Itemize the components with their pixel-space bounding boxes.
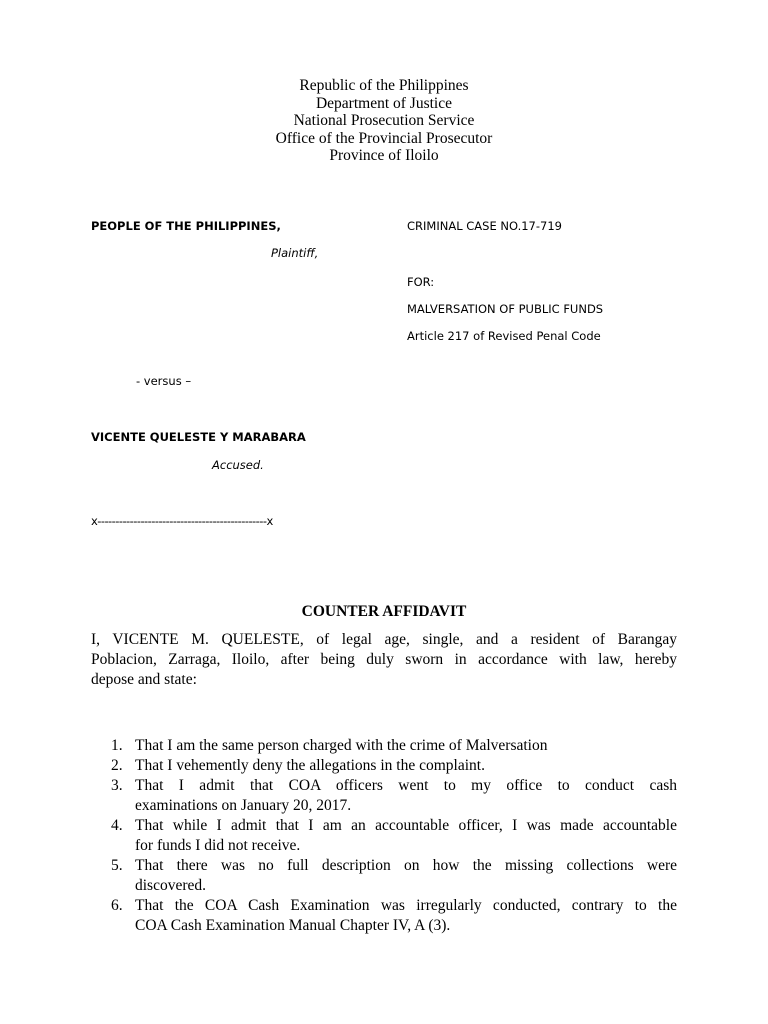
offense: MALVERSATION OF PUBLIC FUNDS — [407, 302, 604, 316]
list-number: 2. — [111, 757, 123, 774]
plaintiff-role: Plaintiff, — [271, 246, 319, 260]
document-header — [0, 77, 768, 165]
list-text: examinations on January 20, 2017. — [135, 797, 352, 814]
header-republic: Republic of the Philippines — [299, 77, 469, 94]
list-text: That the COA Cash Examination was irregularly conducted, contrary to the — [135, 897, 677, 914]
list-number: 3. — [111, 777, 123, 794]
list-text: COA Cash Examination Manual Chapter IV, A (3). — [135, 917, 451, 934]
list-number: 5. — [111, 857, 123, 874]
intro-line: depose and state: — [91, 671, 197, 688]
list-text: discovered. — [135, 877, 207, 894]
list-item — [91, 756, 677, 776]
header-department: Department of Justice — [315, 94, 452, 112]
statement-list — [91, 736, 677, 936]
for-label: FOR: — [407, 275, 435, 289]
list-text: That I vehemently deny the allegations in the complaint. — [135, 757, 485, 774]
list-number: 1. — [111, 737, 123, 754]
header-service: National Prosecution Service — [293, 112, 475, 130]
list-text: for funds I did not receive. — [135, 837, 301, 854]
list-item — [91, 856, 677, 896]
accused-name: VICENTE QUELESTE Y MARABARA — [91, 430, 306, 444]
list-text: That I am the same person charged with the crime of Malversation — [135, 737, 548, 754]
article: Article 217 of Revised Penal Code — [407, 329, 601, 343]
header-office: Office of the Provincial Prosecutor — [275, 129, 493, 147]
caption-separator: x-----------------------------------------------x — [91, 514, 273, 528]
plaintiff-name: PEOPLE OF THE PHILIPPINES, — [91, 219, 281, 233]
list-number: 4. — [111, 817, 123, 834]
list-item — [91, 896, 677, 936]
intro-line: I, VICENTE M. QUELESTE, of legal age, single, and a resident of Barangay — [91, 631, 677, 648]
accused-role: Accused. — [212, 458, 264, 472]
list-item — [91, 816, 677, 856]
intro-paragraph — [91, 630, 677, 690]
intro-line: Poblacion, Zarraga, Iloilo, after being duly sworn in accordance with law, hereby — [91, 651, 677, 668]
list-text: That I admit that COA officers went to my office to conduct cash — [135, 777, 677, 794]
document-title: COUNTER AFFIDAVIT — [301, 603, 467, 620]
case-number: CRIMINAL CASE NO.17-719 — [407, 219, 562, 233]
list-item — [91, 736, 677, 756]
list-text: That there was no full description on how the missing collections were — [135, 857, 677, 874]
header-province: Province of Iloilo — [329, 147, 439, 165]
list-item — [91, 776, 677, 816]
list-number: 6. — [111, 897, 123, 914]
versus: - versus – — [136, 374, 192, 388]
list-text: That while I admit that I am an accountable officer, I was made accountable — [135, 817, 677, 834]
